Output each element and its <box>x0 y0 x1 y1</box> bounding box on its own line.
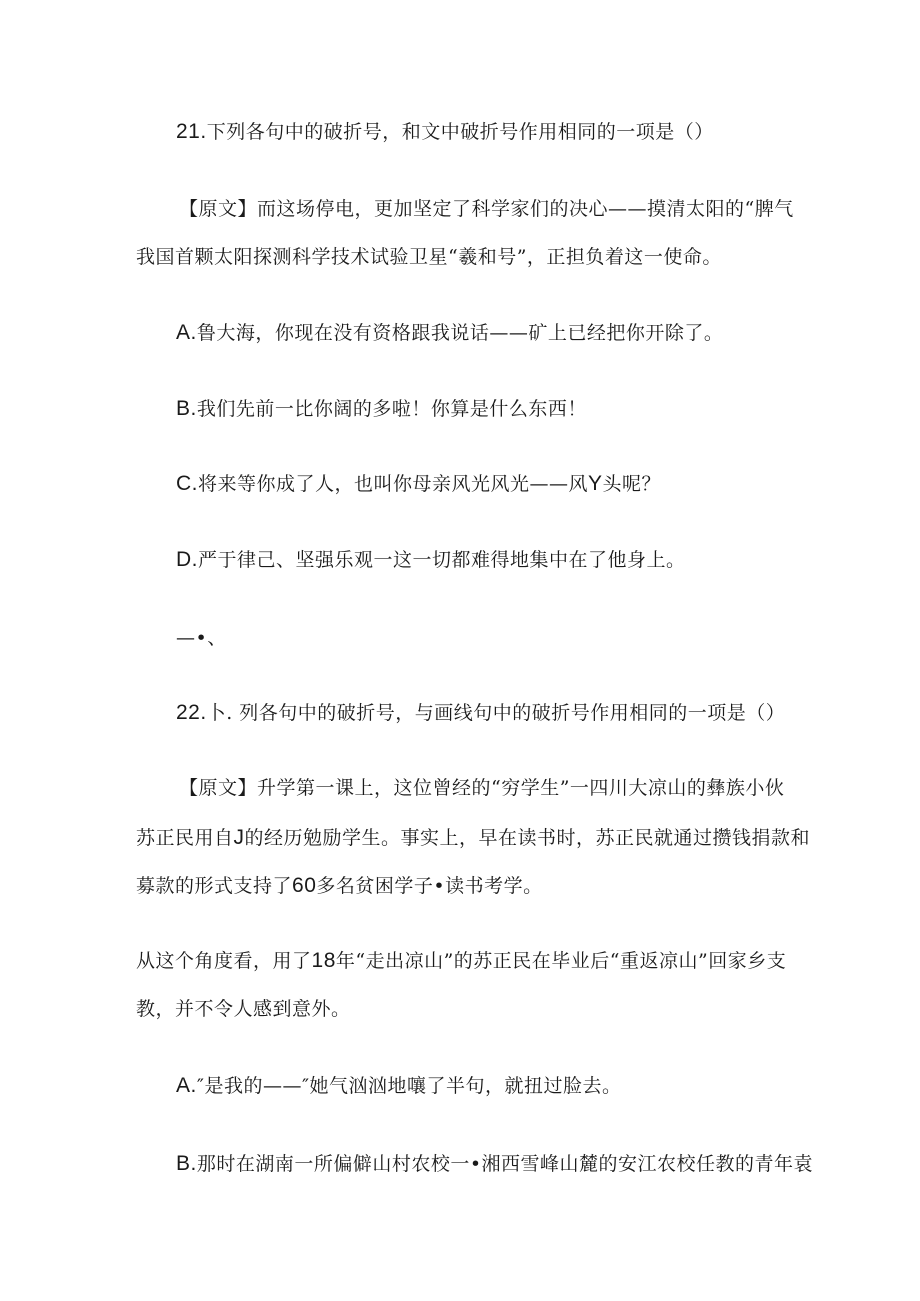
q21-option-b-letter: B. <box>176 397 197 420</box>
q22-original-line-2 <box>136 825 810 851</box>
q21-option-a <box>176 320 723 346</box>
q21-option-b <box>176 396 587 422</box>
q21-option-c-text-end: 头呢？ <box>602 473 662 495</box>
q22-original-line-2-end: 的经历勉励学生。事实上，早在读书时，苏正民就通过攒钱捐款和 <box>244 827 811 849</box>
q21-stem-text: 下列各句中的破折号，和文中破折号作用相同的一项是（） <box>206 121 714 143</box>
q22-stem-text: 卜. 列各句中的破折号，与画线句中的破折号作用相同的一项是（） <box>206 702 786 724</box>
q21-stem <box>176 119 714 145</box>
q22-paragraph-line-1-number: 18 <box>311 949 336 972</box>
q21-option-c <box>176 471 661 497</box>
q22-option-b-letter: B. <box>176 1152 197 1175</box>
q22-original-line-3-end: 多名贫困学子•读书考学。 <box>316 875 543 897</box>
q22-paragraph-line-1-start: 从这个角度看，用了 <box>136 950 312 972</box>
q22-option-b-text: 那时在湖南一所偏僻山村农校一•湘西雪峰山麓的安江农校任教的青年袁 <box>196 1153 814 1175</box>
q21-original-line-1: 【原文】而这场停电，更加坚定了科学家们的决心——摸清太阳的“脾气 <box>179 198 794 220</box>
q21-option-a-text: 鲁大海，你现在没有资格跟我说话——矿上已经把你开除了。 <box>196 322 724 344</box>
q22-original-line-3 <box>136 873 543 899</box>
q22-paragraph-line-2: 教，并不令人感到意外。 <box>136 998 351 1020</box>
q21-option-a-letter: A. <box>176 321 197 344</box>
q22-option-a <box>176 1073 622 1099</box>
q21-option-d-letter: D. <box>176 548 198 571</box>
q22-number: 22. <box>176 701 207 724</box>
section-separator: —•、 <box>176 627 227 649</box>
q22-paragraph-line-1-end: 年“走出凉山”的苏正民在毕业后“重返凉山”回家乡支 <box>335 950 787 972</box>
q21-option-c-glyph: Y <box>588 472 603 495</box>
q22-original-line-1: 【原文】升学第一课上，这位曾经的“穷学生”一四川大凉山的彝族小伙 <box>179 777 785 799</box>
q21-option-d <box>176 547 686 573</box>
q22-option-a-text: ″是我的——″她气汹汹地嚷了半句，就扭过脸去。 <box>196 1075 622 1097</box>
q22-original-line-2-start: 苏正民用自 <box>136 827 234 849</box>
q22-original-line-3-start: 募款的形式支持了 <box>136 875 293 897</box>
q21-number: 21. <box>176 120 207 143</box>
q21-original-line-2: 我国首颗太阳探测科学技术试验卫星“羲和号”，正担负着这一使命。 <box>136 246 722 268</box>
q21-option-c-letter: C. <box>176 472 198 495</box>
q22-original-line-2-glyph: J <box>233 826 245 849</box>
q22-stem <box>176 700 785 726</box>
q21-option-c-text-start: 将来等你成了人，也叫你母亲风光风光——风 <box>198 473 589 495</box>
q21-option-d-text: 严于律己、坚强乐观一这一切都难得地集中在了他身上。 <box>198 549 686 571</box>
q22-option-b <box>176 1151 813 1177</box>
q22-option-a-letter: A. <box>176 1074 197 1097</box>
q22-original-line-3-number: 60 <box>292 874 317 897</box>
q21-option-b-text: 我们先前一比你阔的多啦！你算是什么东西！ <box>196 398 587 420</box>
q22-paragraph-line-1 <box>136 948 786 974</box>
